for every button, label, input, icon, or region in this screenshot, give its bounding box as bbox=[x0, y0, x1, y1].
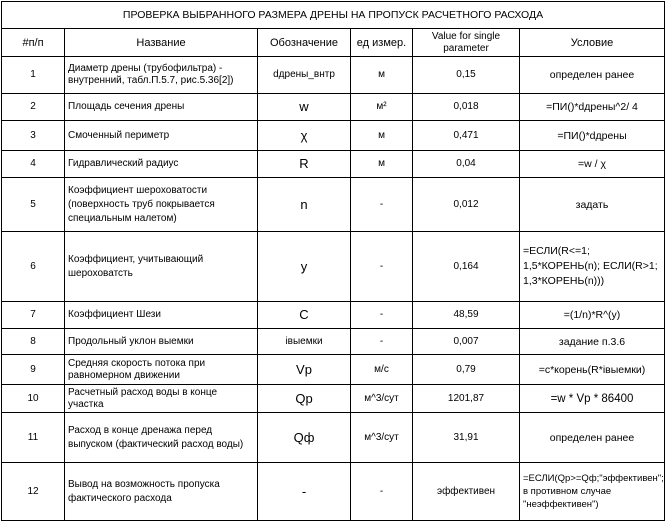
row-value: 0,007 bbox=[413, 329, 520, 355]
row-unit: - bbox=[351, 178, 413, 232]
row-name: Коэффициент шероховатости (поверхность труб покрывается специальным налетом) bbox=[65, 178, 258, 232]
row-unit: м bbox=[351, 57, 413, 94]
row-condition: =w * Vp * 86400 bbox=[520, 385, 665, 413]
header-name: Название bbox=[65, 29, 258, 57]
row-value: 0,164 bbox=[413, 232, 520, 302]
row-value: 0,018 bbox=[413, 94, 520, 121]
table-row bbox=[2, 302, 665, 329]
table-row bbox=[2, 232, 665, 302]
row-name: Вывод на возможность пропуска фактического расхода bbox=[65, 463, 258, 521]
row-symbol: y bbox=[258, 232, 351, 302]
row-num: 2 bbox=[2, 94, 65, 121]
row-condition: =c*корень(R*iвыемки) bbox=[520, 355, 665, 385]
header-unit: ед измер. bbox=[351, 29, 413, 57]
row-num: 1 bbox=[2, 57, 65, 94]
row-name: Средняя скорость потока при равномерном движении bbox=[65, 355, 258, 385]
row-value: 0,15 bbox=[413, 57, 520, 94]
row-name: Смоченный периметр bbox=[65, 121, 258, 151]
header-value: Value for single parameter bbox=[413, 29, 520, 57]
table-row bbox=[2, 94, 665, 121]
header-condition: Условие bbox=[520, 29, 665, 57]
row-value: 48,59 bbox=[413, 302, 520, 329]
row-condition: =w / χ bbox=[520, 151, 665, 178]
row-name: Коэффициент, учитывающий шероховатсть bbox=[65, 232, 258, 302]
table-row bbox=[2, 355, 665, 385]
row-symbol: n bbox=[258, 178, 351, 232]
row-num: 9 bbox=[2, 355, 65, 385]
row-num: 4 bbox=[2, 151, 65, 178]
row-name: Расчетный расход воды в конце участка bbox=[65, 385, 258, 413]
row-num: 11 bbox=[2, 413, 65, 463]
header-symbol: Обозначение bbox=[258, 29, 351, 57]
row-name: Площадь сечения дрены bbox=[65, 94, 258, 121]
row-symbol: R bbox=[258, 151, 351, 178]
row-name: Коэффициент Шези bbox=[65, 302, 258, 329]
row-value: эффективен bbox=[413, 463, 520, 521]
row-unit: м/с bbox=[351, 355, 413, 385]
table-row bbox=[2, 413, 665, 463]
row-num: 3 bbox=[2, 121, 65, 151]
row-unit: - bbox=[351, 329, 413, 355]
row-unit: м bbox=[351, 121, 413, 151]
row-condition: =ПИ()*dдрены^2/ 4 bbox=[520, 94, 665, 121]
row-name: Гидравлический радиус bbox=[65, 151, 258, 178]
header-num: #п/п bbox=[2, 29, 65, 57]
row-num: 6 bbox=[2, 232, 65, 302]
row-unit: - bbox=[351, 463, 413, 521]
row-unit: м² bbox=[351, 94, 413, 121]
row-symbol: iвыемки bbox=[258, 329, 351, 355]
row-value: 0,79 bbox=[413, 355, 520, 385]
row-num: 8 bbox=[2, 329, 65, 355]
table-row bbox=[2, 151, 665, 178]
table-row bbox=[2, 463, 665, 521]
drain-check-table bbox=[1, 1, 665, 521]
row-value: 0,04 bbox=[413, 151, 520, 178]
row-condition: задание п.3.6 bbox=[520, 329, 665, 355]
row-unit: м bbox=[351, 151, 413, 178]
table-title: ПРОВЕРКА ВЫБРАННОГО РАЗМЕРА ДРЕНЫ НА ПРОПУСК РАСЧЕТНОГО РАСХОДА bbox=[2, 2, 665, 29]
row-condition: =(1/n)*R^(y) bbox=[520, 302, 665, 329]
table-row bbox=[2, 329, 665, 355]
row-symbol: dдрены_внтр bbox=[258, 57, 351, 94]
row-num: 5 bbox=[2, 178, 65, 232]
row-name: Диаметр дрены (трубофильтра) - внутренний, табл.П.5.7, рис.5.36[2]) bbox=[65, 57, 258, 94]
row-symbol: χ bbox=[258, 121, 351, 151]
row-value: 1201,87 bbox=[413, 385, 520, 413]
row-name: Продольный уклон выемки bbox=[65, 329, 258, 355]
row-condition: =ЕСЛИ(R<=1; 1,5*КОРЕНЬ(n); ЕСЛИ(R>1; 1,3*КОРЕНЬ(n))) bbox=[520, 232, 665, 302]
row-symbol: Qф bbox=[258, 413, 351, 463]
row-value: 0,012 bbox=[413, 178, 520, 232]
row-symbol: w bbox=[258, 94, 351, 121]
row-condition: определен ранее bbox=[520, 57, 665, 94]
row-value: 31,91 bbox=[413, 413, 520, 463]
table-row bbox=[2, 178, 665, 232]
row-num: 12 bbox=[2, 463, 65, 521]
row-condition: =ПИ()*dдрены bbox=[520, 121, 665, 151]
table-row bbox=[2, 121, 665, 151]
row-symbol: Vp bbox=[258, 355, 351, 385]
row-condition: =ЕСЛИ(Qр>=Qф;"эффективен"; в противном случае "неэффективен") bbox=[520, 463, 665, 521]
row-symbol: Qp bbox=[258, 385, 351, 413]
row-symbol: - bbox=[258, 463, 351, 521]
table-row bbox=[2, 385, 665, 413]
row-condition: задать bbox=[520, 178, 665, 232]
row-value: 0,471 bbox=[413, 121, 520, 151]
table-row bbox=[2, 57, 665, 94]
row-unit: - bbox=[351, 302, 413, 329]
row-symbol: C bbox=[258, 302, 351, 329]
row-condition: определен ранее bbox=[520, 413, 665, 463]
row-num: 10 bbox=[2, 385, 65, 413]
row-num: 7 bbox=[2, 302, 65, 329]
row-unit: м^3/сут bbox=[351, 385, 413, 413]
row-unit: - bbox=[351, 232, 413, 302]
row-name: Расход в конце дренажа перед выпуском (фактический расход воды) bbox=[65, 413, 258, 463]
row-unit: м^3/сут bbox=[351, 413, 413, 463]
